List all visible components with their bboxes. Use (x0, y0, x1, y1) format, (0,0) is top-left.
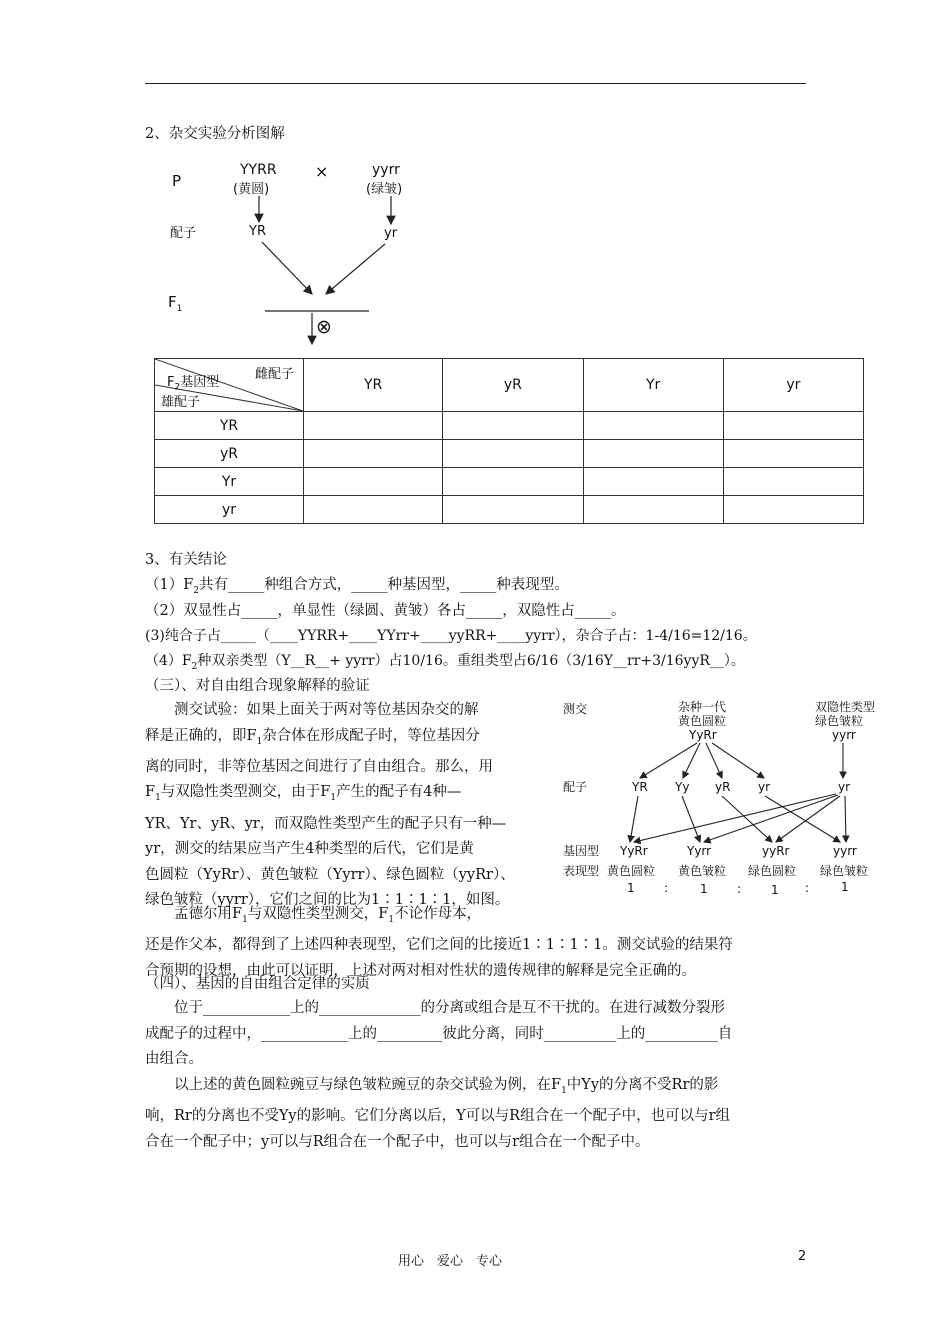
recessive-title-2: 绿色皱粒 (815, 714, 864, 728)
essence-paragraph (145, 996, 808, 1073)
parent2-phenotype: (绿皱) (366, 182, 403, 197)
essence-line: 位于____________上的______________的分离或组合是互不干扰的。在进行减数分裂形 (174, 1000, 725, 1016)
testcross-line: 测交试验：如果上面关于两对等位基因杂交的解 (174, 702, 479, 718)
mendel-line: 合预期的设想，由此可以证明，上述对两对相对性状的遗传规律的解释是完全正确的。 (145, 962, 696, 979)
label-phenotype: 表现型 (563, 864, 600, 878)
ratio-separator: : (737, 882, 742, 896)
example-line: 响，Rr的分离也不受Yy的影响。它们分离以后，Y可以与R组合在一个配子中，也可以与r组 (145, 1108, 731, 1125)
page-footer: 用心 爱心 专心 (398, 1254, 503, 1269)
col-header: yR (443, 359, 583, 412)
example-line: 合在一个配子中；y可以与R组合在一个配子中，也可以与r组合在一个配子中。 (145, 1133, 650, 1150)
ratio-separator: : (664, 881, 669, 895)
testcross-line: yr，测交的结果应当产生4种类型的后代，它们是黄 (145, 841, 474, 858)
offspring-phenotype: 绿色圆粒 (748, 864, 797, 878)
row-header: YR (155, 412, 304, 440)
gamete-2: yr (384, 226, 398, 241)
parent2-genotype: yyrr (372, 162, 400, 178)
conclusion-3: (3)纯合子占_____（____YYRR+____YYrr+____yyRR+____yyrr），杂合子占：1-4/16=12/16。 (145, 628, 757, 644)
testcross-line: 色圆粒（YyRr）、黄色皱粒（Yyrr）、绿色圆粒（yyRr）、 (145, 866, 515, 883)
offspring-phenotype: 黄色圆粒 (607, 864, 656, 878)
f1-title-2: 黄色圆粒 (678, 714, 727, 728)
offspring-genotype: YyRr (620, 844, 648, 858)
cross-symbol: × (315, 162, 329, 181)
offspring-genotype: yyRr (762, 844, 790, 858)
col-header: yr (723, 359, 863, 412)
mendel-line: 孟德尔用$F_1$与双隐性类型测交，$F_1$不论作母本， (174, 906, 482, 925)
testcross-line: 释是正确的，即$F_1$杂合体在形成配子时，等位基因分 (145, 727, 480, 747)
page-number: 2 (798, 1249, 807, 1264)
parent1-genotype: YYRR (240, 162, 277, 178)
f1-title-1: 杂种一代 (678, 700, 727, 714)
gamete-yr-mixed: yR (715, 780, 731, 794)
section2-title: 2、杂交实验分析图解 (145, 126, 285, 142)
col-header: Yr (583, 359, 723, 412)
mendel-line: 还是作父本，都得到了上述四种表现型，它们之间的比接近1∶1∶1∶1。测交试验的结果符 (145, 937, 733, 954)
offspring-genotype: Yyrr (687, 844, 712, 858)
example-paragraph (145, 1073, 808, 1155)
label-gametes: 配子 (563, 780, 588, 794)
ratio-value: 1 (771, 883, 779, 897)
conclusion-4: $(4)F_2$种双亲类型（Y__R__+ yyrr）占10/16。重组类型占6/16（3/16Y__rr+3/16yyR__）。 (145, 653, 745, 672)
testcross-line: 离的同时，非等位基因之间进行了自由组合。那么，用 (145, 758, 493, 775)
recessive-genotype: yyrr (832, 728, 856, 742)
ratio-value: 1 (841, 880, 849, 894)
offspring-phenotype: 黄色皱粒 (678, 864, 727, 878)
example-line: 以上述的黄色圆粒豌豆与绿色皱粒豌豆的杂交试验为例，在$F_1$中Yy的分离不受Rr的影 (174, 1077, 719, 1096)
label-testcross: 测交 (563, 702, 588, 716)
recessive-title-1: 双隐性类型 (815, 700, 876, 714)
row-header: yR (155, 440, 304, 468)
conclusion-1: $(1)F_2$共有_____种组合方式，_____种基因型，_____种表现型。 (145, 577, 569, 596)
p-label: P (172, 172, 182, 190)
offspring-phenotype: 绿色皱粒 (820, 864, 869, 878)
section3-title: 3、有关结论 (145, 552, 227, 568)
recessive-gamete: yr (838, 780, 851, 794)
testcross-line: 绿色皱粒（yyrr），它们之间的比为1∶1∶1∶1，如图。 (145, 892, 510, 909)
section-heading-4: （四）、基因的自由组合定律的实质 (145, 976, 370, 992)
gamete-yy: Yy (675, 780, 690, 794)
ratio-value: 1 (627, 881, 635, 895)
testcross-line: YR、Yr、yR、yr，而双隐性类型产生的配子只有一种— (145, 815, 507, 832)
ratio-value: 1 (700, 882, 708, 896)
gamete-label: 配子 (170, 226, 197, 241)
parent1-phenotype: (黄圆) (233, 182, 270, 197)
corner-male-gamete: 雄配子 (161, 395, 201, 410)
gamete-1: YR (249, 224, 266, 239)
col-header: YR (304, 359, 443, 412)
f1-genotype: YyRr (689, 728, 717, 742)
row-header: Yr (155, 468, 304, 496)
corner-f2-genotype: $F_2$基因型 (167, 375, 220, 393)
ratio-separator: : (805, 881, 810, 895)
essence-line: 由组合。 (145, 1051, 203, 1067)
label-genotype: 基因型 (563, 844, 600, 858)
row-header: yr (155, 496, 304, 524)
corner-female-gamete: 雌配子 (255, 367, 295, 382)
gamete-yr-upper: YR (632, 780, 648, 794)
gamete-yr-lower: yr (758, 780, 771, 794)
f1-label: $F_1$ (168, 293, 183, 314)
conclusion-2: （2）双显性占_____，单显性（绿圆、黄皱）各占_____，双隐性占_____。 (145, 603, 626, 619)
offspring-genotype: yyrr (833, 844, 857, 858)
selfing-symbol: ⊗ (316, 316, 332, 338)
testcross-line: $F_1$与双隐性类型测交，由于$F_1$产生的配子有4种— (145, 784, 462, 804)
essence-line: 成配子的过程中，____________上的_________彼此分离，同时__________上的__________自 (145, 1025, 733, 1042)
section-heading-3: （三）、对自由组合现象解释的验证 (145, 678, 370, 694)
